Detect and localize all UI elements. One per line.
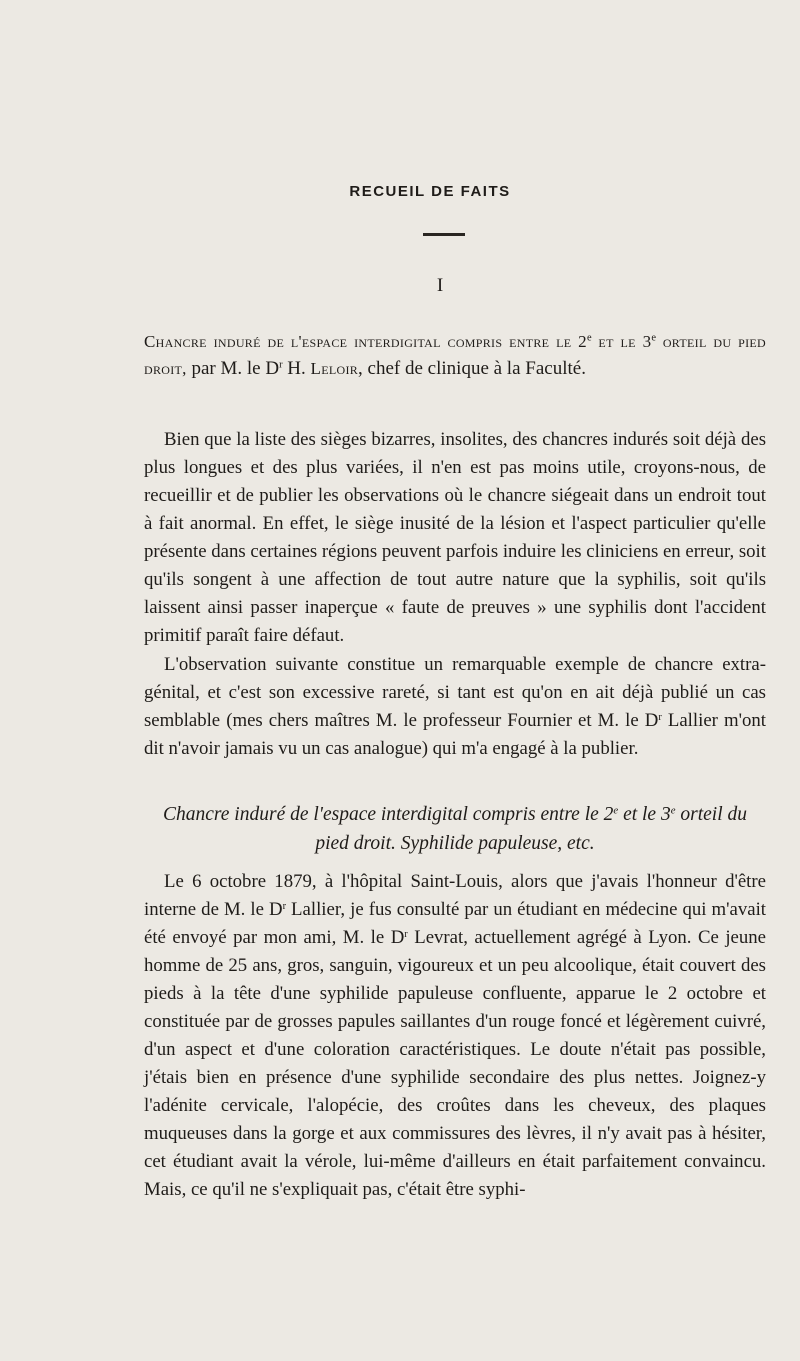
author-dr-sup: r (279, 359, 283, 371)
paragraph-case (144, 868, 766, 1204)
paragraph-observation (144, 651, 766, 763)
title-ordinal-1-sup: e (586, 332, 592, 344)
author-suffix: , chef de clinique à la Faculté. (358, 358, 586, 379)
paragraph-case-part2: Lallier, je fus consulté par un étudiant en médecine qui m'avait été envoyé par mon ami, M. le D (144, 899, 767, 948)
dr-sup: r (658, 711, 662, 723)
subtitle-part1: Chancre induré de l'espace interdigital compris entre le (163, 804, 604, 825)
subtitle-part2: et le (618, 804, 661, 825)
subtitle-ordinal-1: 2 (603, 804, 614, 825)
author-name: Leloir (310, 359, 359, 378)
observation-title (144, 328, 766, 382)
subtitle-ordinal-1-sup: e (613, 804, 619, 817)
title-ordinal-1: 2 (578, 332, 587, 351)
paragraph-observation-part1: L'observation suivante constitue un remarquable exemple de chancre extra-génital, et c'est son excessive rareté, si tant est qu'on en ait déjà publié un cas semblable (mes chers maîtres M. le professeur Fournier et M. le D (144, 654, 766, 731)
subtitle-ordinal-2: 3 (660, 804, 671, 825)
title-ordinal-2: 3 (642, 332, 652, 351)
title-small-caps-1: Chancre induré de l'espace interdigital compris entre le (144, 332, 579, 351)
subtitle-ordinal-2-sup: e (670, 804, 676, 817)
heading-divider (423, 233, 465, 236)
paragraph-intro (144, 426, 766, 650)
paragraph-case-part1: Le 6 octobre 1879, à l'hôpital Saint-Louis, alors que j'avais l'honneur d'être interne de M. le D (144, 871, 766, 920)
author-initial: H. (282, 358, 311, 379)
dr-sup-1: r (282, 900, 287, 912)
subtitle-part3: orteil du pied droit. Syphilide papuleuse, etc. (315, 804, 747, 854)
author-prefix: par M. le D (186, 358, 280, 379)
title-small-caps-2: et le (591, 332, 643, 351)
paragraph-intro-text: Bien que la liste des sièges bizarres, insolites, des chancres indurés soit déjà des plus longues et des plus variées, il n'en est pas moins utile, croyons-nous, de recueillir et de publier les observations où le chancre siégeait dans un endroit tout à fait anormal. En effet, le siège inusité de la lésion et l'aspect particulier qu'elle présente dans certaines régions peuvent parfois induire les cliniciens en erreur, soit qu'ils songent à une affection de tout autre nature que la syphilis, soit qu'ils laissent ainsi passer inaperçue « faute de preuves » une syphilis dont l'accident primitif paraît faire défaut. (144, 429, 766, 646)
case-subtitle (144, 800, 766, 858)
dr-sup-2: r (404, 928, 408, 940)
paragraph-case-part3: Levrat, actuellement agrégé à Lyon. Ce jeune homme de 25 ans, gros, sanguin, vigoureux et un peu alcoolique, était couvert des pieds à la tête d'une syphilide papuleuse confluente, apparue le 2 octobre et constituée par de grosses papules saillantes d'un rouge foncé et légèrement cuivré, d'un aspect et d'une coloration caractéristiques. Le doute n'était pas possible, j'étais bien en présence d'une syphilide secondaire des plus nettes. Joignez-y l'adénite cervicale, l'alopécie, des croûtes dans les cheveux, des plaques muqueuses dans la gorge et aux commissures des lèvres, il n'y avait pas à hésiter, cet étudiant avait la vérole, lui-même d'ailleurs en était parfaitement convaincu. Mais, ce qu'il ne s'expliquait pas, c'était être syphi- (144, 927, 767, 1200)
paragraph-case-text (144, 868, 766, 1204)
observation-number: I (436, 275, 444, 296)
paragraph-observation-text (144, 651, 766, 763)
section-heading: RECUEIL DE FAITS (349, 183, 511, 200)
paragraph-observation-part2: Lallier m'ont dit n'avoir jamais vu un cas analogue) qui m'a engagé à la publier. (144, 710, 766, 759)
title-small-caps-3: orteil du pied droit, (144, 332, 766, 378)
title-ordinal-2-sup: e (651, 332, 657, 344)
